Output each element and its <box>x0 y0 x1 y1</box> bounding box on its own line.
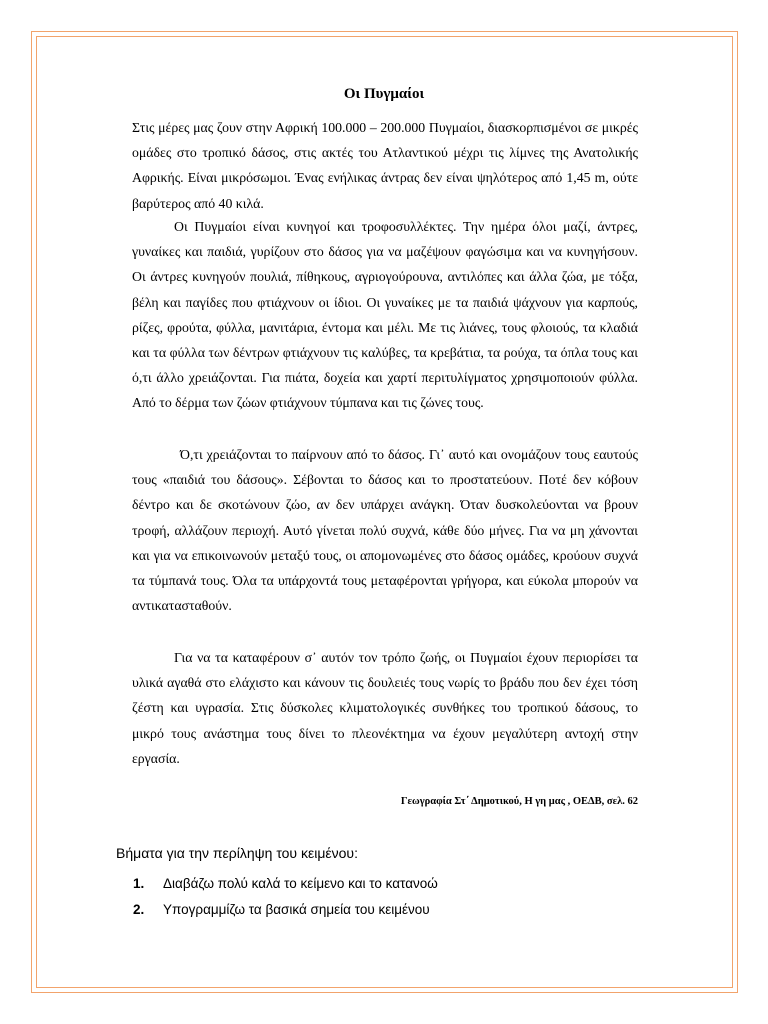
document-title: Οι Πυγμαίοι <box>343 86 425 102</box>
step-item <box>133 876 438 891</box>
step-text: Διαβάζω πολύ καλά το κείμενο και το κατανοώ <box>163 876 438 891</box>
step-number: 2. <box>133 902 145 917</box>
paragraph-2: Οι Πυγμαίοι είναι κυνηγοί και τροφοσυλλέκτες. Την ημέρα όλοι μαζί, άντρες, γυναίκες και παιδιά, γυρίζουν στο δάσος για να μαζέψουν φαγώσιμα και να κυνηγήσουν. Οι άντρες κυνηγούν πουλιά, πίθηκους, αγριογούρουνα, αντιλόπες και άλλα ζώα, με τόξα, βέλη και παγίδες που φτιάχνουν οι ίδιοι. Οι γυναίκες με τα παιδιά ψάχνουν για καρπούς, ρίζες, φρούτα, φύλλα, μανιτάρια, έντομα και μέλι. Με τις λιάνες, τους φλοιούς, τα κλαδιά και τα φύλλα των δέντρων φτιάχνουν τις καλύβες, τα κρεβάτια, τα ρούχα, τα όπλα τους και ό,τι άλλο χρειάζονται. Για πιάτα, δοχεία και χαρτί περιτυλίγματος χρησιμοποιούν φύλλα. Από το δέρμα των ζώων φτιάχνουν τύμπανα και τις ζώνες τους. <box>132 219 638 411</box>
source-citation: Γεωγραφία Στ΄ Δημοτικού, Η γη μας , ΟΕΔΒ, σελ. 62 <box>400 796 638 807</box>
paragraph-3: Ό,τι χρειάζονται το παίρνουν από το δάσος. Γι᾽ αυτό και ονομάζουν τους εαυτούς τους «παιδιά του δάσους». Σέβονται το δάσος και το προστατεύουν. Ποτέ δεν κόβουν δέντρο και δε σκοτώνουν ζώο, αν δεν υπάρχει ανάγκη. Όταν δυσκολεύονται να βρουν τροφή, αλλάζουν περιοχή. Αυτό γίνεται πολύ συχνά, κάθε δύο μήνες. Για να μη χάνονται και για να επικοινωνούν μεταξύ τους, οι απομονωμένες στο δάσος ομάδες, κρούουν συχνά τα τύμπανά τους. Όλα τα υπάρχοντά τους μεταφέρονται γρήγορα, και εύκολα μπορούν να αντικατασταθούν. <box>132 447 638 614</box>
step-item <box>133 902 430 917</box>
steps-heading: Βήματα για την περίληψη του κειμένου: <box>116 845 358 861</box>
step-number: 1. <box>133 876 145 891</box>
paragraph-4: Για να τα καταφέρουν σ᾽ αυτόν τον τρόπο ζωής, οι Πυγμαίοι έχουν περιορίσει τα υλικά αγαθά στο ελάχιστο και κάνουν τις δουλειές τους νωρίς το βράδυ που δεν έχει τόση ζέστη και υγρασία. Στις δύσκολες κλιματολογικές συνθήκες του τροπικού δάσους, το μικρό τους ανάστημα τους δίνει το πλεονέκτημα να έχουν μεγαλύτερη αντοχή στην εργασία. <box>132 650 638 766</box>
step-text: Υπογραμμίζω τα βασικά σημεία του κειμένου <box>163 902 430 917</box>
paragraph-1: Στις μέρες μας ζουν στην Αφρική 100.000 – 200.000 Πυγμαίοι, διασκορπισμένοι σε μικρές ομάδες στο τροπικό δάσος, στις ακτές του Ατλαντικού μέχρι τις λίμνες της Ανατολικής Αφρικής. Είναι μικρόσωμοι. Ένας ενήλικας άντρας δεν είναι ψηλότερος από 1,45 m, ούτε βαρύτερος από 40 κιλά. <box>132 120 638 211</box>
